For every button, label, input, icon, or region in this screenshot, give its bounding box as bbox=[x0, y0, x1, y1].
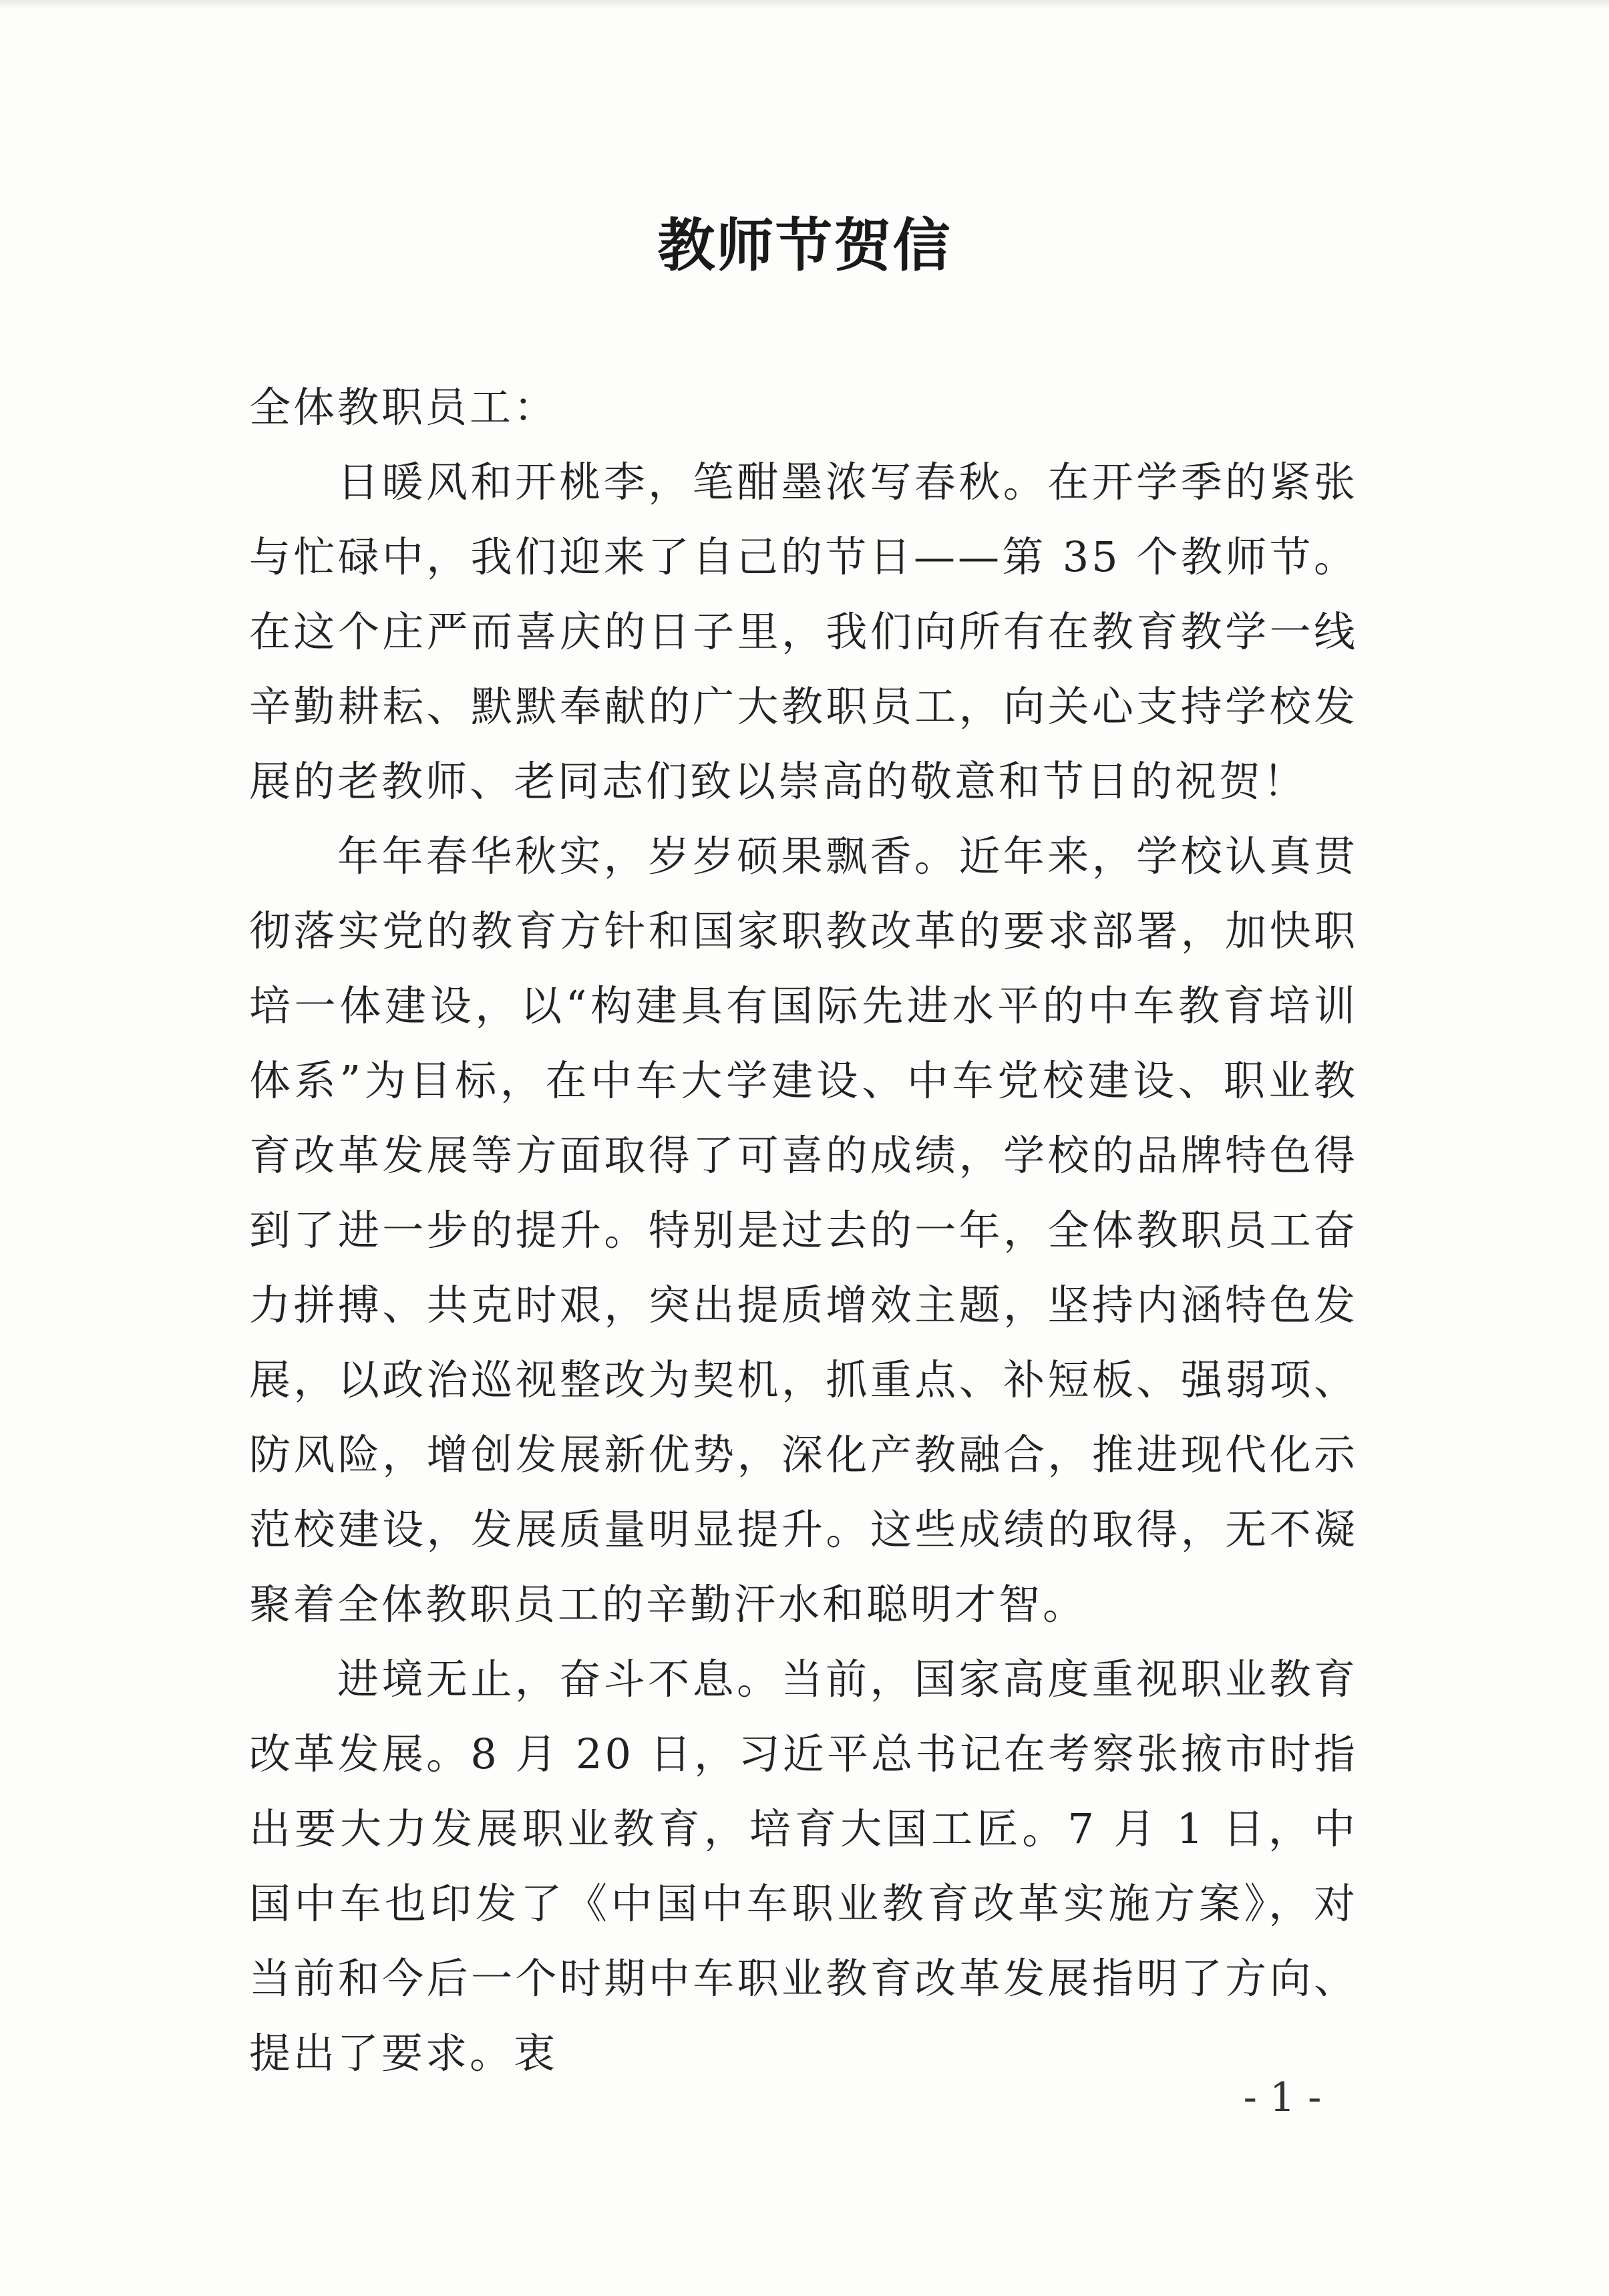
salutation: 全体教职员工： bbox=[249, 383, 558, 432]
paragraph-2: 年年春华秋实，岁岁硕果飘香。近年来，学校认真贯彻落实党的教育方针和国家职教改革的要求部署，加快职培一体建设，以“构建具有国际先进水平的中车教育培训体系”为目标，在中车大学建设、中车党校建设、职业教育改革发展等方面取得了可喜的成绩，学校的品牌特色得到了进一步的提升。特别是过去的一年，全体教职员工奋力拼搏、共克时艰，突出提质增效主题，坚持内涵特色发展，以政治巡视整改为契机，抓重点、补短板、强弱项、防风险，增创发展新优势，深化产教融合，推进现代化示范校建设，发展质量明显提升。这些成绩的取得，无不凝聚着全体教职员工的辛勤汗水和聪明才智。 bbox=[249, 832, 1358, 1629]
document-title: 教师节贺信 bbox=[657, 212, 952, 279]
paragraph-1: 日暖风和开桃李，笔酣墨浓写春秋。在开学季的紧张与忙碌中，我们迎来了自己的节日——第 35 个教师节。在这个庄严而喜庆的日子里，我们向所有在教育教学一线辛勤耕耘、默默奉献的广大教职员工，向关心支持学校发展的老教师、老同志们致以崇高的敬意和节日的祝贺！ bbox=[249, 458, 1358, 806]
letter-body bbox=[249, 370, 1358, 2091]
paragraph-3: 进境无止，奋斗不息。当前，国家高度重视职业教育改革发展。8 月 20 日，习近平总书记在考察张掖市时指出要大力发展职业教育，培育大国工匠。7 月 1 日，中国中车也印发了《中国中车职业教育改革实施方案》，对当前和今后一个时期中车职业教育改革发展指明了方向、提出了要求。衷 bbox=[249, 1655, 1358, 2078]
scan-edge-shadow bbox=[0, 0, 1609, 9]
page-number: - 1 - bbox=[1243, 2074, 1322, 2121]
